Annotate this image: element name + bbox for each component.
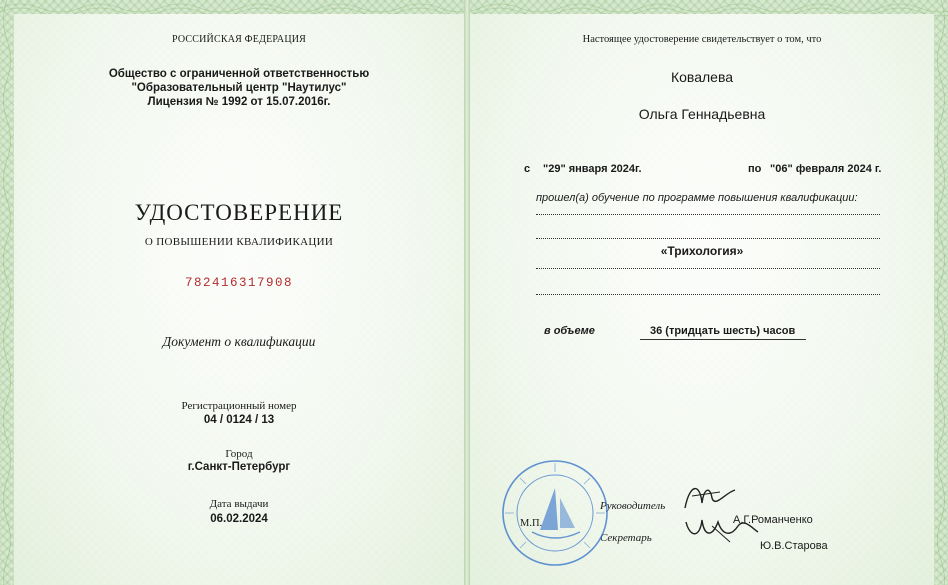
holder-given-names: Ольга Геннадьевна: [638, 106, 766, 122]
city-label: Город: [225, 448, 253, 460]
country-label: РОССИЙСКАЯ ФЕДЕРАЦИЯ: [171, 34, 307, 45]
dotted-line: [536, 238, 880, 239]
certifies-text: Настоящее удостоверение свидетельствует о том, что: [582, 34, 822, 45]
serial-number: 782416317908: [184, 276, 293, 290]
period-to-date: "06" февраля 2024 г.: [770, 163, 882, 175]
dotted-line: [536, 294, 880, 295]
organization-license: Лицензия № 1992 от 15.07.2016г.: [147, 96, 331, 108]
registration-label: Регистрационный номер: [181, 400, 297, 412]
period-to-label: по: [748, 163, 762, 175]
issue-date-value: 06.02.2024: [210, 513, 268, 525]
secretary-signature: [682, 508, 762, 544]
volume-value: 36 (тридцать шесть) часов: [650, 325, 796, 337]
document-subtitle: О ПОВЫШЕНИИ КВАЛИФИКАЦИИ: [144, 236, 334, 248]
studied-text: прошел(а) обучение по программе повышения квалификации:: [536, 192, 858, 204]
head-name: А.Г.Романченко: [733, 514, 813, 526]
city-value: г.Санкт-Петербург: [187, 461, 291, 473]
volume-label: в объеме: [544, 325, 595, 337]
secretary-label: Секретарь: [600, 532, 652, 544]
program-name: «Трихология»: [660, 244, 744, 258]
organization-name: Общество с ограниченной ответственностью: [108, 68, 370, 80]
period-from-date: "29" января 2024г.: [543, 163, 642, 175]
left-page: [14, 14, 464, 585]
secretary-name: Ю.В.Старова: [760, 540, 828, 552]
period-from-label: с: [524, 163, 531, 175]
issue-date-label: Дата выдачи: [209, 498, 269, 510]
dotted-line: [536, 268, 880, 269]
organization-center-name: "Образовательный центр "Наутилус": [131, 82, 347, 94]
holder-surname: Ковалева: [670, 69, 734, 85]
head-label: Руководитель: [600, 500, 666, 512]
volume-underline: [640, 339, 806, 340]
registration-value: 04 / 0124 / 13: [203, 414, 275, 426]
document-title: УДОСТОВЕРЕНИЕ: [134, 200, 344, 225]
round-seal-stamp: [500, 458, 610, 568]
seal-label: М.П.: [520, 518, 543, 529]
dotted-line: [536, 214, 880, 215]
document-kind: Документ о квалификации: [162, 334, 316, 349]
